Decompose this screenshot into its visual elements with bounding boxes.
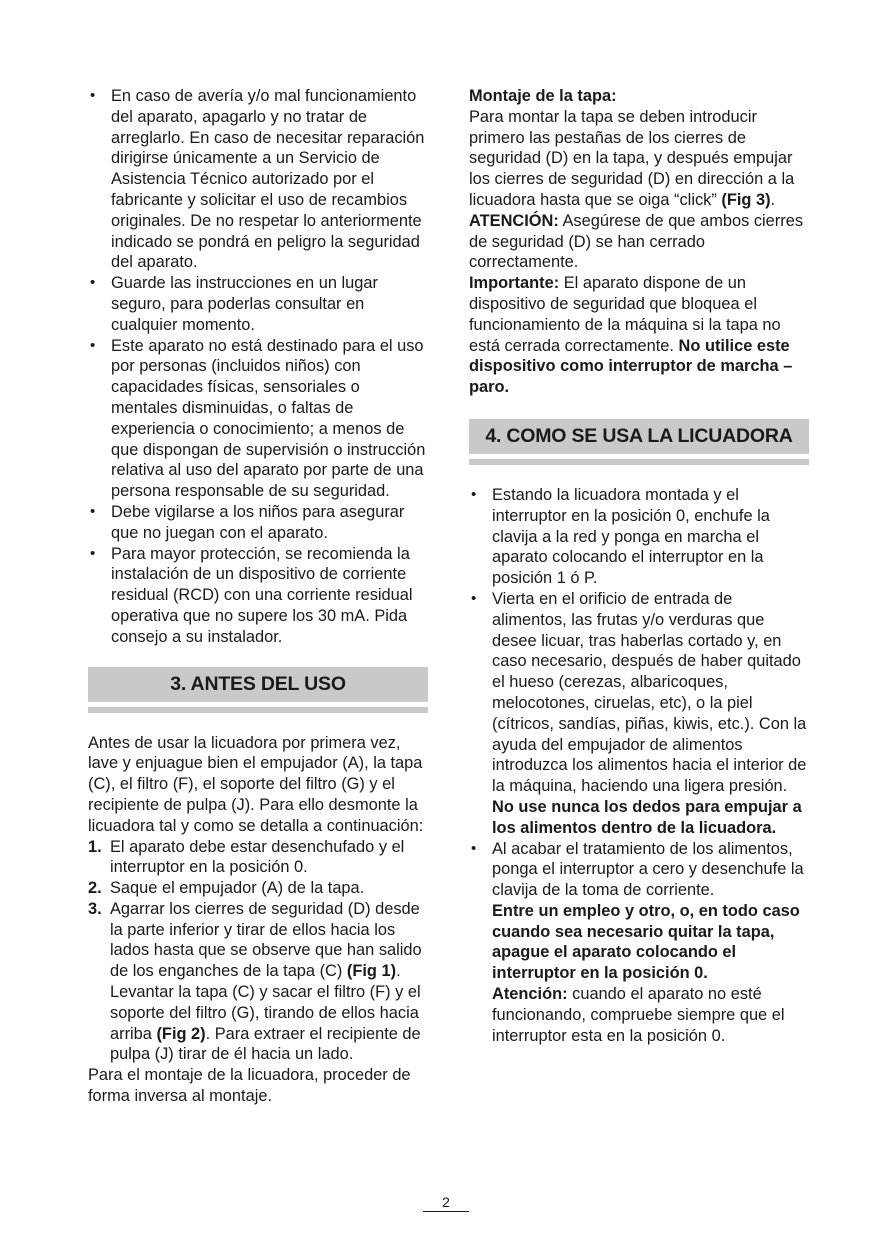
warning-label: ATENCIÓN:	[469, 211, 559, 230]
list-item: • Debe vigilarse a los niños para asegurar que no juegan con el aparato.	[88, 502, 428, 544]
section-3-intro: Antes de usar la licuadora por primera vez, lave y enjuague bien el empujador (A), la tapa (C), el filtro (F), el soporte del filtro (G) y el recipiente de pulpa (J). Para ello desmonte la licuadora tal y como se detalla a continuación:	[88, 733, 424, 835]
step-number: 3.	[88, 899, 102, 918]
bullet-text: Al acabar el tratamiento de los alimentos, ponga el interruptor a cero y desenchufe la clavija de la toma de corriente.	[492, 839, 804, 900]
bullet-warning: Entre un empleo y otro, o, en todo caso cuando sea necesario quitar la tapa, apague el aparato colocando el interruptor en la posición 0.	[492, 901, 800, 983]
figure-reference: (Fig 1)	[346, 962, 397, 981]
bullet-text: Vierta en el orificio de entrada de alimentos, las frutas y/o verduras que desee licuar, tras haberlas cortado y, en caso necesario, después de haber quitado el hueso (cerezas, albaricoques, melocotones, ciruelas, etc), o la piel (cítricos, sandías, piñas, kiwis, etc.). Con la ayuda del empujador de alimentos introduzca los alimentos hacia el interior de la máquina, haciendo una ligera presión.	[492, 589, 807, 796]
step-text: Saque el empujador (A) de la tapa.	[110, 879, 365, 898]
step-number: 1.	[88, 837, 102, 856]
right-column	[469, 86, 809, 1046]
separator-text: .	[770, 190, 776, 209]
list-item	[469, 485, 809, 589]
list-item: • En caso de avería y/o mal funcionamiento del aparato, apagarlo y no tratar de arreglarlo. En caso de necesitar reparación dirigirse únicamente a un Servicio de Asistencia Técnico autorizado por el fabricante y solicitar el uso de recambios originales. De no respetar lo anteriormente indicado se pondrá en peligro la seguridad del aparato.	[88, 86, 428, 273]
bullet-text: Estando la licuadora montada y el interruptor en la posición 0, enchufe la clavija a la red y ponga en marcha el aparato colocando el interruptor en la posición 1 ó P.	[492, 485, 770, 588]
paragraph-text: Asegúrese de que ambos cierres de seguridad (D) se han cerrado correctamente.	[469, 211, 804, 272]
list-item: • Para mayor protección, se recomienda la instalación de un dispositivo de corriente residual (RCD) con una corriente residual operativa que no supere los 30 mA. Pida consejo a su instalador.	[88, 544, 428, 648]
list-item	[469, 839, 809, 1047]
important-note	[469, 273, 809, 398]
lid-assembly-heading	[469, 86, 809, 107]
paragraph-text: Para montar la tapa se deben introducir primero las pestañas de los cierres de seguridad (D) en la tapa, y después empujar los cierres de seguridad (D) en dirección a la licuadora hasta que se oiga “click”	[469, 107, 795, 209]
disassembly-steps	[88, 837, 428, 1066]
usage-bullet-list	[469, 485, 809, 1047]
list-item: • Este aparato no está destinado para el uso por personas (incluidos niños) con capacidades físicas, sensoriales o mentales disminuidas, o faltas de experiencia o conocimiento; a menos de que dispongan de supervisión o instrucción relativa al uso del aparato por parte de una persona responsable de su seguridad.	[88, 336, 428, 502]
important-warning: No utilice este dispositivo como interruptor de marcha – paro.	[469, 336, 793, 397]
lid-assembly-title: Montaje de la tapa:	[469, 87, 617, 105]
list-item	[88, 899, 428, 1065]
bullet-text: cuando el aparato no esté funcionando, compruebe siempre que el interruptor esta en la posición 0.	[492, 985, 785, 1045]
lid-assembly-text	[469, 107, 809, 273]
section-4-header	[469, 419, 809, 454]
left-column	[88, 86, 428, 1107]
step-number: 2.	[88, 879, 102, 898]
page-number: 2	[423, 1194, 469, 1212]
figure-reference: (Fig 3)	[721, 190, 771, 209]
list-item: • Guarde las instrucciones en un lugar seguro, para poderlas consultar en cualquier momento.	[88, 273, 428, 335]
step-text: Agarrar los cierres de seguridad (D) desde la parte inferior y tirar de ellos hacia los lados hasta que se observe que han salido de los enganches de la tapa (C)	[110, 899, 422, 981]
bullet-warning: No use nunca los dedos para empujar a los alimentos dentro de la licuadora.	[492, 797, 802, 837]
important-label: Importante:	[469, 274, 560, 293]
safety-bullet-list	[88, 86, 428, 648]
figure-reference: (Fig 2)	[156, 1024, 206, 1043]
section-3-header	[88, 667, 428, 702]
list-item	[88, 837, 428, 879]
step-text: . Levantar la tapa (C) y sacar el filtro (F) y el soporte del filtro (G), tirando de ellos hacia arriba	[110, 962, 421, 1043]
step-text: . Para extraer el recipiente de pulpa (J) tirar de él hacia un lado.	[110, 1024, 421, 1064]
list-item	[469, 589, 809, 839]
attention-label: Atención:	[492, 985, 568, 1004]
assembly-note: Para el montaje de la licuadora, proceder de forma inversa al montaje.	[88, 1066, 411, 1106]
paragraph-text: El aparato dispone de un dispositivo de seguridad que bloquea el funcionamiento de la máquina si la tapa no está cerrada correctamente.	[469, 274, 781, 355]
section-4-title: 4. COMO SE USA LA LICUADORA	[485, 424, 793, 447]
list-item	[88, 878, 428, 899]
section-3-title: 3. ANTES DEL USO	[170, 672, 346, 695]
step-text: El aparato debe estar desenchufado y el interruptor en la posición 0.	[110, 837, 405, 877]
